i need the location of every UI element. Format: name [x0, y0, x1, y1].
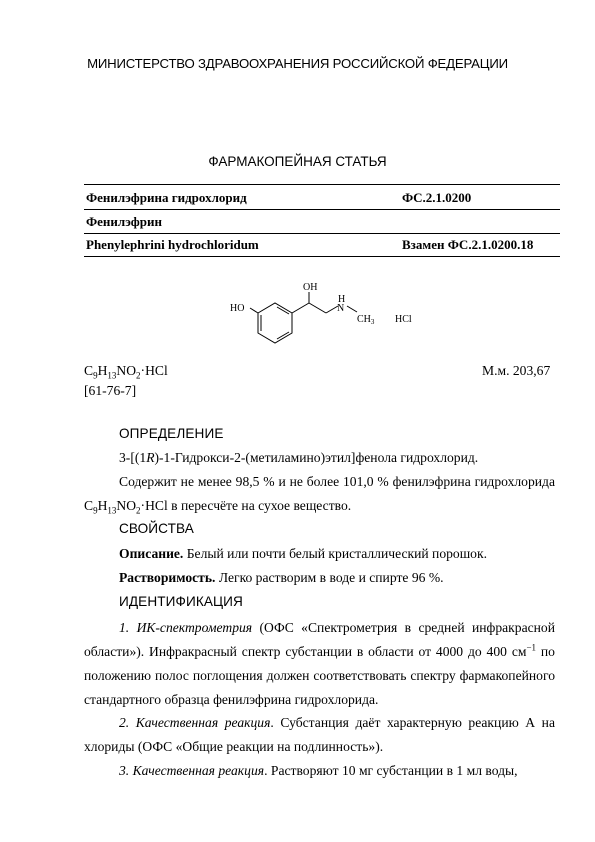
- divider-1: [84, 209, 560, 210]
- structural-formula: [220, 276, 420, 358]
- section-definition: ОПРЕДЕЛЕНИЕ: [119, 426, 224, 441]
- description-paragraph: Описание. Белый или почти белый кристаллический порошок.: [119, 546, 487, 561]
- label-h: H: [338, 294, 346, 305]
- divider-top: [84, 184, 560, 185]
- label-ho: HO: [230, 303, 245, 314]
- test-3-paragraph: 3. Качественная реакция. Растворяют 10 мг субстанции в 1 мл воды,: [119, 763, 518, 778]
- substance-alt-name-ru: Фенилэфрин: [86, 214, 162, 229]
- test-2-paragraph: 2. Качественная реакция. Субстанция даёт характерную реакцию А на хлориды (ОФС «Общие реакции на подлинность»).: [84, 715, 555, 754]
- document-type-title: ФАРМАКОПЕЙНАЯ СТАТЬЯ: [208, 154, 387, 169]
- content-paragraph: Содержит не менее 98,5 % и не более 101,0 % фенилэфрина гидрохлорида $C_9H_{13}NO_2\cdot HCl$ в пересчёте на сухое вещество.: [84, 474, 555, 516]
- test-1-paragraph: 1. ИК-спектрометрия (ОФС «Спектрометрия в средней инфракрасной области»). Инфракрасный спектр субстанции в области от 4000 до 400 $см^{-1}$ по положению полос поглощения должен соответствовать спектру фармакопейного стандартного образца фенилэфрина гидрохлорида.: [84, 620, 555, 707]
- label-oh: OH: [303, 282, 318, 293]
- monograph-code: ФС.2.1.0200: [402, 190, 472, 205]
- cas-number: [61-76-7]: [84, 383, 137, 398]
- solubility-paragraph: Растворимость. Легко растворим в воде и спирте 96 %.: [119, 570, 444, 585]
- molecular-formula: $C_9H_{13}NO_2\cdot HCl$: [84, 363, 168, 381]
- section-identification: ИДЕНТИФИКАЦИЯ: [119, 594, 243, 609]
- divider-2: [84, 233, 560, 234]
- section-properties: СВОЙСТВА: [119, 521, 194, 536]
- label-n: N: [337, 303, 345, 314]
- chemical-name: 3-[(1R)-1-Гидрокси-2-(метиламино)этил]фенола гидрохлорид.: [119, 450, 479, 465]
- benzene-ring: [258, 303, 292, 343]
- ministry-title: МИНИСТЕРСТВО ЗДРАВООХРАНЕНИЯ РОССИЙСКОЙ ФЕДЕРАЦИИ: [87, 56, 508, 71]
- label-hcl: HCl: [395, 314, 412, 325]
- substance-name-ru: Фенилэфрина гидрохлорид: [86, 190, 247, 205]
- substance-name-latin: Phenylephrini hydrochloridum: [86, 237, 259, 252]
- molecular-mass: М.м. 203,67: [482, 363, 551, 378]
- divider-bottom: [84, 256, 560, 257]
- label-ch3: $CH_3$: [357, 314, 375, 326]
- replaces-code: Взамен ФС.2.1.0200.18: [402, 237, 534, 252]
